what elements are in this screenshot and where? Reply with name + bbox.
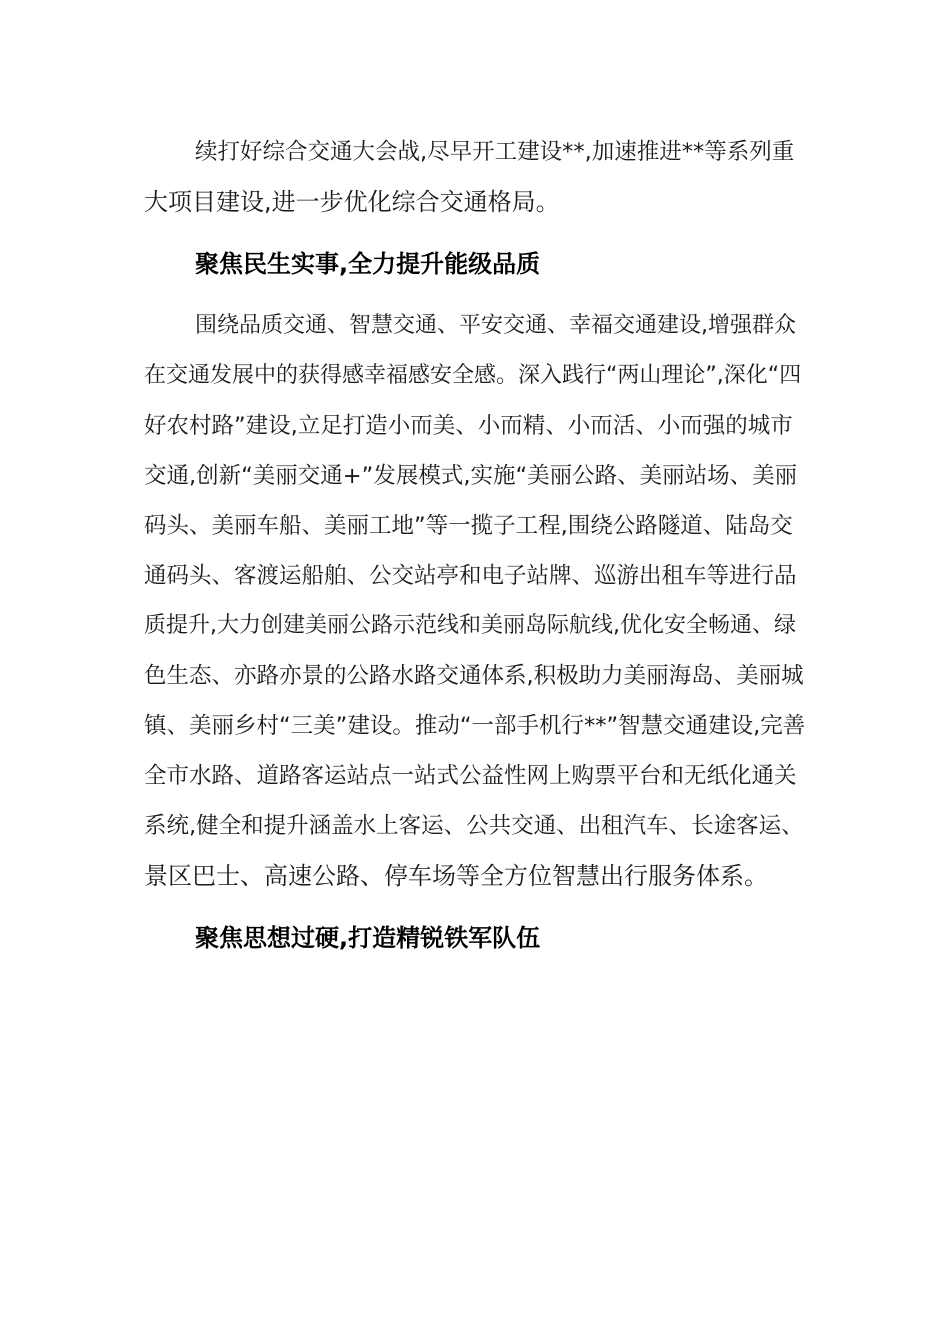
paragraph-line: 系统,健全和提升涵盖水上客运、公共交通、出租汽车、长途客运、 <box>144 813 804 839</box>
paragraph-line: 通码头、客渡运船舶、公交站亭和电子站牌、巡游出租车等进行品 <box>144 563 797 589</box>
paragraph-line: 景区巴士、高速公路、停车场等全方位智慧出行服务体系。 <box>144 862 768 890</box>
paragraph-line: 全市水路、道路客运站点一站式公益性网上购票平台和无纸化通关 <box>144 763 797 789</box>
paragraph-line: 好农村路”建设,立足打造小而美、小而精、小而活、小而强的城市 <box>144 413 793 439</box>
paragraph-line: 围绕品质交通、智慧交通、平安交通、幸福交通建设,增强群众 <box>195 313 796 338</box>
paragraph-line: 大项目建设,进一步优化综合交通格局。 <box>144 188 560 216</box>
paragraph-line: 在交通发展中的获得感幸福感安全感。深入践行“两山理论”,深化“四 <box>144 363 802 388</box>
paragraph-line: 续打好综合交通大会战,尽早开工建设**,加速推进**等系列重 <box>195 139 795 165</box>
paragraph-line: 质提升,大力创建美丽公路示范线和美丽岛际航线,优化安全畅通、绿 <box>144 613 796 638</box>
paragraph-line: 交通,创新“美丽交通+”发展模式,实施“美丽公路、美丽站场、美丽 <box>144 463 798 489</box>
paragraph-line: 镇、美丽乡村“三美”建设。推动“一部手机行**”智慧交通建设,完善 <box>144 713 806 739</box>
paragraph-line: 色生态、亦路亦景的公路水路交通体系,积极助力美丽海岛、美丽城 <box>144 663 804 689</box>
section-heading: 聚焦民生实事,全力提升能级品质 <box>195 250 541 278</box>
section-heading: 聚焦思想过硬,打造精锐铁军队伍 <box>195 924 541 952</box>
paragraph-line: 码头、美丽车船、美丽工地”等一揽子工程,围绕公路隧道、陆岛交 <box>144 513 793 539</box>
